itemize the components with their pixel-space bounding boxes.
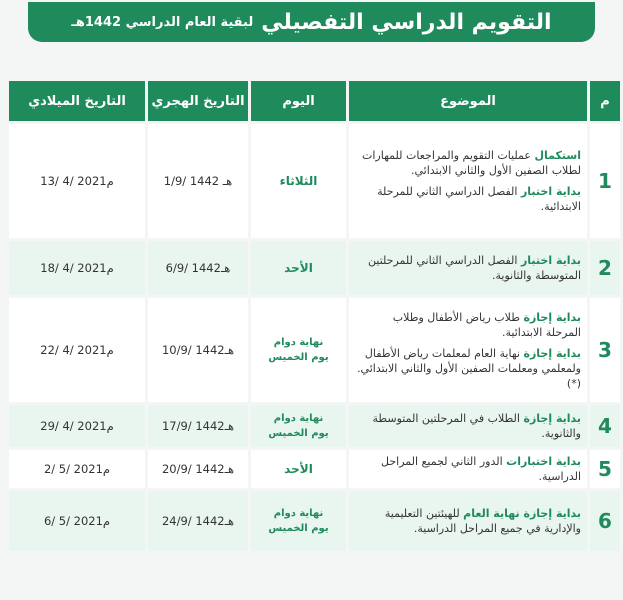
topic-text: الدور الثاني لجميع المراحل الدراسية. (381, 455, 581, 483)
column-header-gregorian: التاريخ الميلادي (9, 81, 145, 121)
page-title: التقويم الدراسي التفصيلي (261, 9, 552, 35)
row-gregorian-date: 29/ 4/ 2021م (9, 405, 145, 447)
row-hijri-date: 1/9/ 1442 هـ (148, 124, 248, 238)
topic-text: الفصل الدراسي الثاني للمرحلة الابتدائية. (377, 185, 581, 213)
table-row (9, 241, 620, 295)
topic-paragraph (355, 184, 581, 214)
column-header-topic: الموضوع (349, 81, 587, 121)
calendar-table (6, 78, 623, 554)
row-topic (349, 450, 587, 488)
row-number: 3 (590, 298, 620, 402)
row-gregorian-date: 22/ 4/ 2021م (9, 298, 145, 402)
column-header-hijri: التاريخ الهجري (148, 81, 248, 121)
table-row (9, 124, 620, 238)
row-day (251, 405, 346, 447)
row-hijri-date: 20/9/ 1442هـ (148, 450, 248, 488)
row-hijri-date: 17/9/ 1442هـ (148, 405, 248, 447)
row-hijri-date: 10/9/ 1442هـ (148, 298, 248, 402)
row-gregorian-date: 18/ 4/ 2021م (9, 241, 145, 295)
table-header-row (9, 81, 620, 121)
table-row (9, 405, 620, 447)
page-title-bar (28, 2, 595, 42)
topic-highlight: بداية إجازة (523, 412, 581, 425)
topic-text: للهيئتين التعليمية والإدارية في جميع المراحل الدراسية. (384, 507, 581, 535)
row-number: 2 (590, 241, 620, 295)
row-gregorian-date: 13/ 4/ 2021م (9, 124, 145, 238)
row-number: 4 (590, 405, 620, 447)
topic-paragraph (355, 346, 581, 391)
row-day: الثلاثاء (251, 124, 346, 238)
topic-text: الفصل الدراسي الثاني للمرحلتين المتوسطة والثانوية. (368, 254, 581, 282)
topic-highlight: استكمال (534, 149, 581, 162)
row-day: الأحد (251, 450, 346, 488)
row-number: 5 (590, 450, 620, 488)
row-day: الأحد (251, 241, 346, 295)
topic-highlight: بداية إجازة (523, 346, 581, 360)
row-topic (349, 124, 587, 238)
topic-paragraph (355, 454, 581, 484)
topic-paragraph (355, 253, 581, 283)
table-row (9, 298, 620, 402)
day-line: نهاية دوام (273, 508, 324, 519)
row-gregorian-date: 6/ 5/ 2021م (9, 491, 145, 551)
row-topic (349, 491, 587, 551)
day-line: يوم الخميس (268, 352, 329, 363)
topic-text: نهاية العام لمعلمات رياض الأطفال ولمعلمي ومعلمات الصفين الأول والثاني الابتدائي.(*) (357, 346, 581, 390)
topic-text: عمليات التقويم والمراجعات للمهارات لطلاب الصفين الأول والثاني الابتدائي. (362, 149, 581, 177)
column-header-num: م (590, 81, 620, 121)
topic-paragraph (355, 310, 581, 340)
row-number: 1 (590, 124, 620, 238)
row-topic (349, 298, 587, 402)
row-topic (349, 405, 587, 447)
day-line: نهاية دوام (273, 337, 324, 348)
row-hijri-date: 6/9/ 1442هـ (148, 241, 248, 295)
row-day (251, 491, 346, 551)
topic-text: طلاب رياض الأطفال وطلاب المرحلة الابتدائية. (392, 310, 581, 339)
day-line: نهاية دوام (273, 413, 324, 424)
day-line: يوم الخميس (268, 428, 329, 439)
row-hijri-date: 24/9/ 1442هـ (148, 491, 248, 551)
column-header-day: اليوم (251, 81, 346, 121)
page-subtitle: لبقية العام الدراسي 1442هـ (71, 14, 254, 30)
table-row (9, 450, 620, 488)
row-day (251, 298, 346, 402)
topic-highlight: بداية اختبارات (506, 455, 581, 468)
topic-paragraph (355, 506, 581, 536)
topic-text: الطلاب في المرحلتين المتوسطة والثانوية. (372, 412, 581, 440)
row-gregorian-date: 2/ 5/ 2021م (9, 450, 145, 488)
topic-paragraph (355, 411, 581, 441)
day-line: يوم الخميس (268, 523, 329, 534)
topic-highlight: بداية إجازة (523, 310, 581, 324)
topic-highlight: بداية اختبار (520, 185, 581, 198)
topic-highlight: بداية إجازة نهاية العام (463, 507, 581, 520)
row-number: 6 (590, 491, 620, 551)
topic-highlight: بداية اختبار (520, 254, 581, 267)
table-row (9, 491, 620, 551)
topic-paragraph (355, 148, 581, 178)
row-topic (349, 241, 587, 295)
